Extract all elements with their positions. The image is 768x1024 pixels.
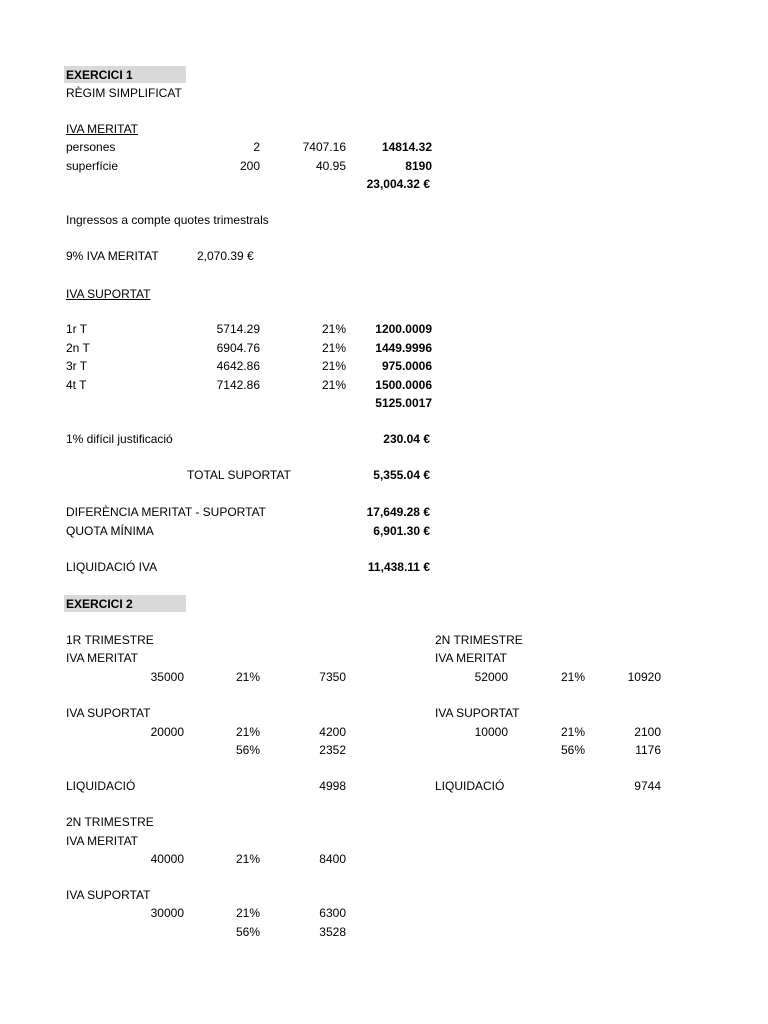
row-base: 5714.29 [216,322,260,336]
row-rate: 21% [321,378,346,392]
suportat-value2: 1176 [635,743,661,757]
meritat-value: 10920 [627,670,661,684]
suportat-base: 30000 [150,906,184,920]
quota-label: QUOTA MÍNIMA [66,524,154,538]
suportat-rate2: 56% [235,925,260,939]
row-label: persones [66,140,116,154]
row-price: 40.95 [315,159,346,173]
row-rate: 21% [321,341,346,355]
suportat-value: 2100 [634,725,661,739]
row-total: 8190 [405,159,432,173]
liq-value: 9744 [634,779,661,793]
total-suportat-value: 5,355.04 € [373,468,430,482]
meritat-rate: 21% [235,852,260,866]
row-base: 4642.86 [216,359,260,373]
row-base: 7142.86 [216,378,260,392]
regim-subtitle: RÈGIM SIMPLIFICAT [66,86,182,100]
iva-meritat-heading: IVA MERITAT [66,122,139,136]
suportat-label: IVA SUPORTAT [66,706,151,720]
row-label: 1r T [66,322,88,336]
meritat-base: 35000 [150,670,184,684]
suportat-rate2: 56% [235,743,260,757]
iva-suportat-heading: IVA SUPORTAT [66,287,151,301]
dificil-label: 1% difícil justificació [66,432,173,446]
row-label: 2n T [66,341,90,355]
meritat-base: 40000 [150,852,184,866]
quarter-heading: 1R TRIMESTRE [66,633,154,647]
row-total: 975.0006 [381,359,432,373]
suportat-base: 10000 [474,725,508,739]
quarter-heading: 2N TRIMESTRE [435,633,523,647]
row-qty: 200 [239,159,260,173]
suportat-sum: 5125.0017 [375,396,432,410]
liquidacio-value: 11,438.11 € [367,560,430,574]
suportat-rate: 21% [560,725,585,739]
row-label: 4t T [66,378,87,392]
liq-label: LIQUIDACIÓ [435,779,505,793]
pct9-label: 9% IVA MERITAT [66,249,159,263]
quota-value: 6,901.30 € [373,524,430,538]
pct9-value: 2,070.39 € [197,249,254,263]
liq-value: 4998 [319,779,346,793]
row-total: 1449.9996 [375,341,432,355]
diferencia-label: DIFERÈNCIA MERITAT - SUPORTAT [66,505,267,519]
meritat-rate: 21% [235,670,260,684]
meritat-rate: 21% [560,670,585,684]
meritat-label: IVA MERITAT [66,834,139,848]
row-total: 1200.0009 [375,322,432,336]
suportat-value2: 3528 [319,925,346,939]
suportat-rate: 21% [235,906,260,920]
suportat-value: 6300 [319,906,346,920]
suportat-label: IVA SUPORTAT [66,888,151,902]
row-rate: 21% [321,322,346,336]
row-label: superfície [66,159,119,173]
row-base: 6904.76 [216,341,260,355]
total-suportat-label: TOTAL SUPORTAT [187,468,291,482]
row-total: 14814.32 [381,140,432,154]
meritat-label: IVA MERITAT [435,651,508,665]
row-total: 1500.0006 [375,378,432,392]
quarter-heading: 2N TRIMESTRE [66,815,154,829]
suportat-value: 4200 [319,725,346,739]
suportat-rate: 21% [235,725,260,739]
suportat-rate2: 56% [560,743,585,757]
row-qty: 2 [253,140,260,154]
suportat-base: 20000 [150,725,184,739]
meritat-base: 52000 [474,670,508,684]
exercici1-title: EXERCICI 1 [66,68,133,82]
suportat-value2: 2352 [319,743,346,757]
liquidacio-label: LIQUIDACIÓ IVA [66,560,158,574]
diferencia-value: 17,649.28 € [366,505,430,519]
meritat-label: IVA MERITAT [66,651,139,665]
suportat-label: IVA SUPORTAT [435,706,520,720]
meritat-value: 8400 [319,852,346,866]
row-label: 3r T [66,359,88,373]
row-price: 7407.16 [302,140,346,154]
liq-label: LIQUIDACIÓ [66,779,136,793]
meritat-value: 7350 [319,670,346,684]
meritat-sum: 23,004.32 € [366,177,430,191]
row-rate: 21% [321,359,346,373]
dificil-value: 230.04 € [383,432,430,446]
exercici2-title: EXERCICI 2 [66,597,133,611]
ingressos-text: Ingressos a compte quotes trimestrals [66,213,269,227]
